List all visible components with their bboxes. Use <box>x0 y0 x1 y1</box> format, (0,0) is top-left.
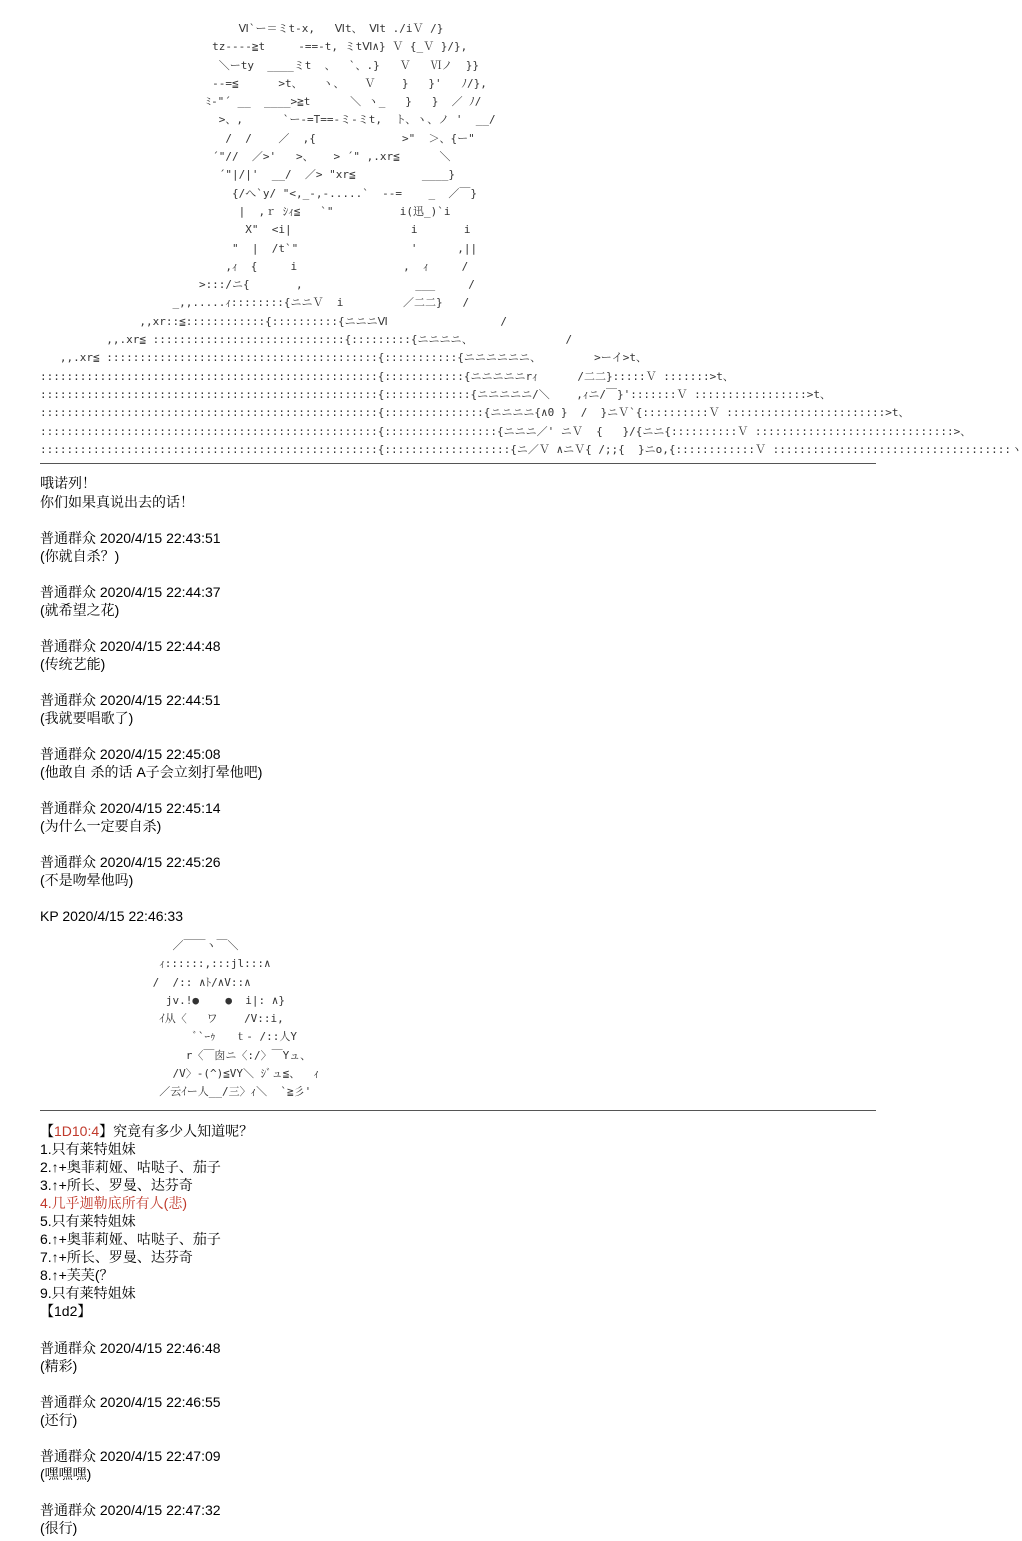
dialog-line-1: 哦诺列！ <box>40 475 96 491</box>
comment-time: 2020/4/15 22:44:48 <box>99 638 221 654</box>
comment-time: 2020/4/15 22:45:14 <box>99 800 221 816</box>
comment-text: (传统艺能) <box>40 656 106 672</box>
roll-bracket-open: 【 <box>40 1123 54 1139</box>
option-item: 7.↑+所长、罗曼、达芬奇 <box>40 1249 193 1265</box>
comment-time: 2020/4/15 22:47:32 <box>99 1502 221 1518</box>
comment-text: (精彩) <box>40 1358 78 1374</box>
kp-header: KP 2020/4/15 22:46:33 <box>40 908 183 924</box>
option-item: 8.↑+芙芙(？ <box>40 1267 114 1283</box>
option-item: 9.只有莱特姐妹 <box>40 1285 136 1301</box>
comment-user: 普通群众 <box>40 584 96 600</box>
comment-user: 普通群众 <box>40 638 96 654</box>
comment-text: (不是吻晕他吗) <box>40 872 134 888</box>
comment-text: (就希望之花) <box>40 602 120 618</box>
comment-header <box>40 799 221 817</box>
comment-user: 普通群众 <box>40 1448 96 1464</box>
option-item: 1.只有莱特姐妹 <box>40 1141 136 1157</box>
comment-text: (我就要唱歌了) <box>40 710 134 726</box>
comment-text: (你就自杀？) <box>40 548 120 564</box>
roll-label: 1D10:4 <box>54 1123 100 1139</box>
comment-user: 普通群众 <box>40 530 96 546</box>
option-item: 4.几乎迦勒底所有人(悲) <box>40 1195 187 1211</box>
roll-footer: 【1d2】 <box>40 1303 92 1319</box>
comment-user: 普通群众 <box>40 1340 96 1356</box>
comment-text: (很行) <box>40 1520 78 1536</box>
comment-user: 普通群众 <box>40 854 96 870</box>
dialog-line-2: 你们如果真说出去的话！ <box>40 494 194 510</box>
roll-bracket-close: 】 <box>99 1123 114 1139</box>
comment-text: (他敢自 杀的话 A子会立刻打晕他吧) <box>40 764 263 780</box>
comment-header <box>40 529 221 547</box>
comment-text: (嘿嘿嘿) <box>40 1466 92 1482</box>
option-item: 3.↑+所长、罗曼、达芬奇 <box>40 1177 193 1193</box>
comment-header <box>40 1501 221 1519</box>
comment-text: (还行) <box>40 1412 78 1428</box>
separator-top <box>40 463 876 464</box>
comment-user: 普通群众 <box>40 1394 96 1410</box>
comment-header <box>40 1447 221 1465</box>
comment-time: 2020/4/15 22:43:51 <box>99 530 221 546</box>
comment-time: 2020/4/15 22:44:51 <box>99 692 221 708</box>
comment-user: 普通群众 <box>40 692 96 708</box>
separator-bottom <box>40 1110 876 1111</box>
option-item: 2.↑+奥菲莉娅、咕哒子、茄子 <box>40 1159 221 1175</box>
comment-header <box>40 853 221 871</box>
comment-time: 2020/4/15 22:46:48 <box>99 1340 221 1356</box>
comment-time: 2020/4/15 22:45:26 <box>99 854 221 870</box>
comment-user: 普通群众 <box>40 800 96 816</box>
comment-user: 普通群众 <box>40 746 96 762</box>
comment-header <box>40 691 221 709</box>
ascii-art-top: Ⅵ`ー＝ミt-x, Ⅵt、 Ⅵt ./iＶ /} tz----≧t -==-t, ミtⅥ∧} Ｖ {_Ｖ }/}, ＼ーty ____ミt 、 `、.} Ｖ Ⅵノ }} --=≦ >t、 ヽ、 Ｖ } }' ﾉ/}, ﾐ-"´ __ ____>≧t ＼ ヽ_ } } ／ ﾉ/ >、, `ー-=T==-ミ-ミt, ト、ヽ、ノ ' __/ / / ／ ,{ >" ＞、{ー" ´"// ／>' >、 > ´" ,.xr≦ ＼ ´"|/|' __/ ／> "xr≦ ____} {/へ`y/ "<,_-,-.....` --= _ ／￣} | ,ｒ ｼｨ≦ `" i(迅_)`i X" <i| i i " | /t`" ' ,|| ,ｨ { i , ｨ / >:::/ニ{ , ___ / _,,.....ｨ::::::::{ニニＶ i ／二二} / ,,xr::≦::::::::::::{::::::::::{ニニニⅥ / ,,.xr≦ :::::::::::::::::::::::::::::{:::::::::{ニニニニ、 / ,,.xr≦ :::::::::::::::::::::::::::::::::::::::::{:::::::::::{ニニニニニニ、 >ーイ>t、 :::::::::::::::::::::::::::::::::::::::::::::::::::{::::::::::::{ニニニニニrｨ /二二}:::::Ｖ :::::::>t、 :::::::::::::::::::::::::::::::::::::::::::::::::::{:::::::::::::{ニニニニニ/＼ ,ｨニ/￣}':::::::Ｖ :::::::::::::::::>t、 :::::::::::::::::::::::::::::::::::::::::::::::::::{:::::::::::::::{ニニニニ{∧0 } / }ニＶ`{::::::::::Ｖ ::::::::::::::::::::::::>t、 :::::::::::::::::::::::::::::::::::::::::::::::::::{:::::::::::::::::{ニニニ／' ニＶ { }/{ニニ{::::::::::Ｖ ::::::::::::::::::::::::::::::>、 :::::::::::::::::::::::::::::::::::::::::::::::::::{:::::::::::::::::::{ニ／Ｖ ∧ニＶ{ /;;{ }ニo,{::::::::::::Ｖ ::::::::::::::::::::::::::::::::::::ヽ <box>40 22 1022 456</box>
comment-text: (为什么一定要自杀) <box>40 818 162 834</box>
option-item: 5.只有莱特姐妹 <box>40 1213 136 1229</box>
comment-header <box>40 583 221 601</box>
comment-header <box>40 1393 221 1411</box>
option-item: 6.↑+奥菲莉娅、咕哒子、茄子 <box>40 1231 221 1247</box>
comment-time: 2020/4/15 22:46:55 <box>99 1394 221 1410</box>
comment-header <box>40 745 221 763</box>
comment-header <box>40 1339 221 1357</box>
comment-header <box>40 637 221 655</box>
ascii-art-small: ／￣￣ヽ￣＼ ｨ::::::,:::jl:::∧ / /:: ∧ﾄ/∧V::∧ jv.!● ● i|: ∧} ｲ从〈 ワ /V::i, ﾞ`ｰｩ ｔ- /::人Y r〈￣囱ニ〈:/〉￣Yュ、 /V〉-(^)≦VY＼ ｼﾞュ≦、 ｨ ／云ｲー人__/三〉ｨ＼ `≧彡' <box>152 939 320 1099</box>
roll-header <box>40 1122 253 1140</box>
roll-question: 究竟有多少人知道呢？ <box>113 1123 254 1139</box>
comment-time: 2020/4/15 22:44:37 <box>99 584 221 600</box>
comment-time: 2020/4/15 22:45:08 <box>99 746 221 762</box>
comment-time: 2020/4/15 22:47:09 <box>99 1448 221 1464</box>
comment-user: 普通群众 <box>40 1502 96 1518</box>
